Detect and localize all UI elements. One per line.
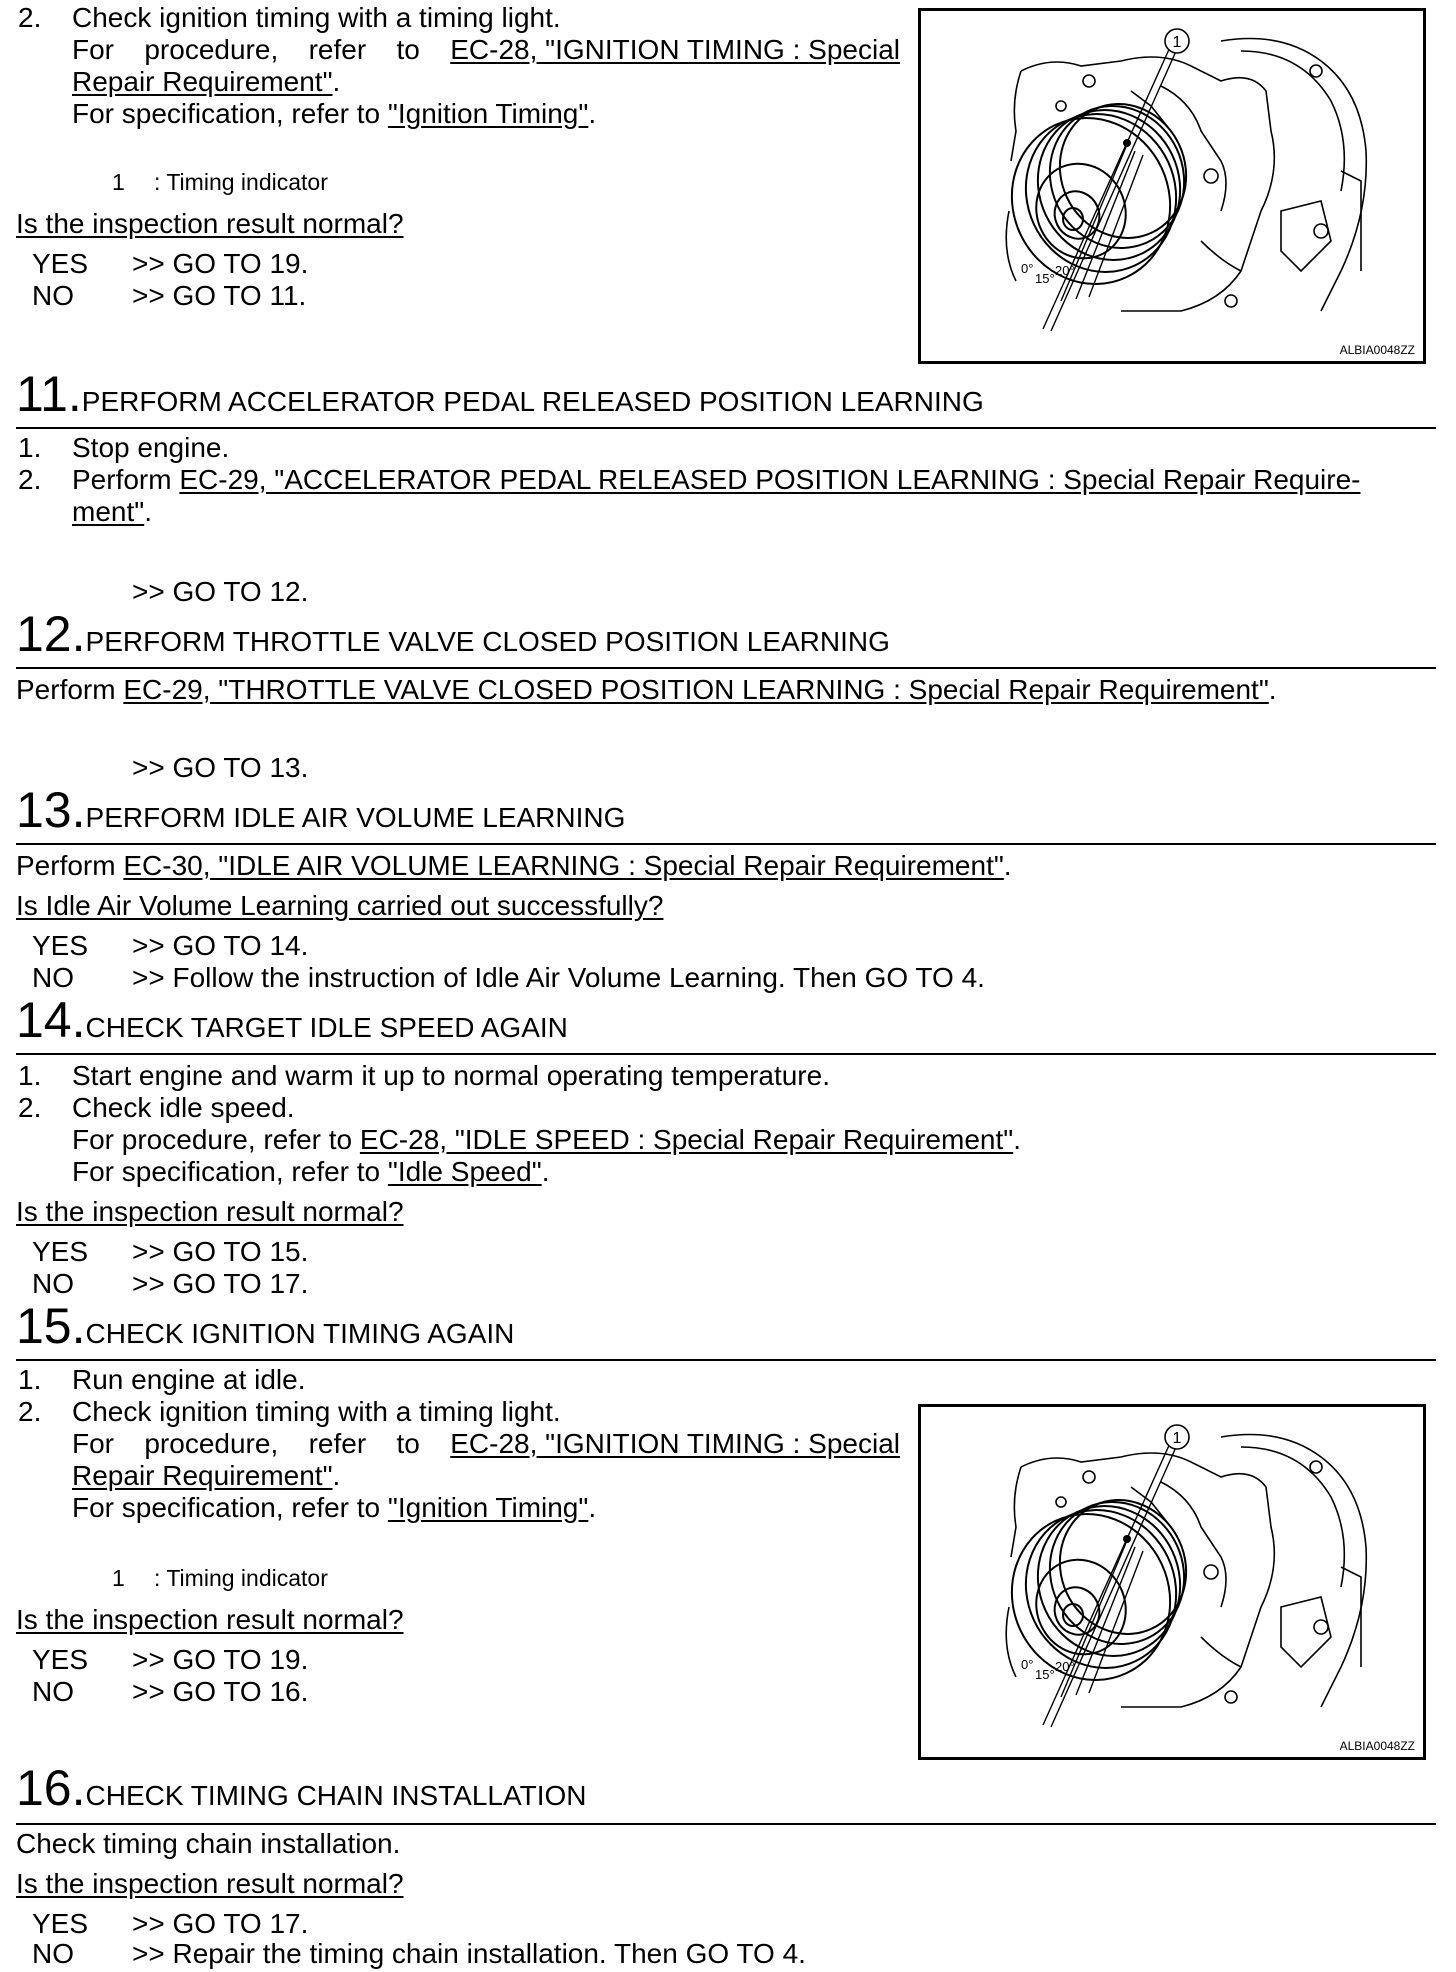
item-number: 2.	[18, 464, 42, 495]
perform-line: Perform EC-30, "IDLE AIR VOLUME LEARNING : Special Repair Requirement".	[16, 850, 1012, 881]
yes-label: YES	[32, 1644, 89, 1675]
no-label: NO	[32, 962, 74, 993]
section-divider	[16, 667, 1436, 669]
legend-text: : Timing indicator	[154, 1565, 328, 1591]
section-11-header	[16, 366, 984, 422]
no-label: NO	[32, 1268, 74, 1299]
inspection-question: Is the inspection result normal?	[16, 1604, 404, 1635]
item-text-cont: ment".	[72, 496, 152, 527]
section-title: PERFORM IDLE AIR VOLUME LEARNING	[85, 802, 626, 833]
perform-prefix: Perform	[72, 464, 180, 495]
procedure-link[interactable]: EC-28, "IGNITION TIMING : Special	[450, 34, 900, 65]
procedure-line	[72, 1428, 900, 1460]
procedure-link[interactable]: EC-28, "IGNITION TIMING : Special	[450, 1428, 900, 1459]
degree-15-label: 15°	[1035, 271, 1055, 286]
section-divider	[16, 1053, 1436, 1055]
word: to	[396, 1428, 420, 1459]
yes-label: YES	[32, 1236, 89, 1267]
specification-line: For specification, refer to "Idle Speed".	[72, 1156, 550, 1187]
figure-code: ALBIA0048ZZ	[1339, 343, 1415, 357]
yes-action: >> GO TO 19.	[132, 1644, 309, 1675]
goto-action: >> GO TO 12.	[132, 576, 309, 607]
section-title: CHECK TARGET IDLE SPEED AGAIN	[85, 1012, 568, 1043]
procedure-prefix: For procedure, refer to	[72, 1124, 360, 1155]
no-label: NO	[32, 280, 74, 311]
spec-prefix: For specification, refer to	[72, 1156, 388, 1187]
item-number: 1.	[18, 1060, 42, 1091]
no-label: NO	[32, 1938, 74, 1969]
specification-link[interactable]: "Ignition Timing"	[387, 98, 589, 129]
section-divider	[16, 427, 1436, 429]
section-divider	[16, 1823, 1436, 1825]
section-title: CHECK TIMING CHAIN INSTALLATION	[85, 1780, 587, 1811]
item-number: 1.	[18, 1364, 42, 1395]
procedure-link-cont[interactable]: Repair Requirement"	[72, 1460, 333, 1491]
word: refer	[308, 34, 367, 65]
spec-prefix: For specification, refer to	[72, 1492, 388, 1523]
degree-0-label: 0°	[1021, 261, 1034, 276]
check-text: Check timing chain installation.	[16, 1828, 401, 1859]
procedure-line: For procedure, refer to EC-28, "IDLE SPEED : Special Repair Requirement".	[72, 1124, 1021, 1155]
procedure-link-cont[interactable]: Repair Requirement"	[72, 66, 333, 97]
degree-20-label: 20°	[1055, 1659, 1075, 1674]
word: to	[396, 34, 420, 65]
timing-illustration	[918, 8, 1426, 364]
callout-number: 1	[1172, 34, 1182, 51]
word: refer	[308, 1428, 367, 1459]
throttle-learning-link[interactable]: EC-29, "THROTTLE VALVE CLOSED POSITION LEARNING : Special Repair Requirement"	[123, 674, 1269, 705]
timing-illustration	[918, 1404, 1426, 1760]
no-action: >> GO TO 11.	[132, 280, 307, 311]
degree-15-label: 15°	[1035, 1667, 1055, 1682]
engine-pulley-drawing	[921, 11, 1423, 361]
procedure-line-2: Repair Requirement".	[72, 1460, 341, 1491]
item-number: 2.	[18, 1396, 42, 1427]
callout-number: 1	[1172, 1430, 1182, 1447]
legend-number: 1	[112, 1565, 125, 1591]
word: procedure,	[144, 34, 279, 65]
inspection-question: Is Idle Air Volume Learning carried out successfully?	[16, 890, 664, 921]
perform-prefix: Perform	[16, 674, 124, 705]
section-divider	[16, 1359, 1436, 1361]
spec-prefix: For specification, refer to	[72, 98, 388, 129]
item-text: Check ignition timing with a timing light.	[72, 1396, 561, 1427]
section-number: 11.	[16, 366, 82, 422]
item-number: 2.	[18, 1092, 42, 1123]
section-divider	[16, 843, 1436, 845]
accelerator-learning-link-cont[interactable]: ment"	[72, 496, 145, 527]
idle-speed-spec-link[interactable]: "Idle Speed"	[387, 1156, 542, 1187]
step-text: Check ignition timing with a timing light.	[72, 2, 561, 33]
step-number: 2.	[18, 2, 42, 33]
section-16-header	[16, 1760, 587, 1816]
specification-link[interactable]: "Ignition Timing"	[387, 1492, 589, 1523]
degree-20-label: 20°	[1055, 263, 1075, 278]
idle-air-learning-link[interactable]: EC-30, "IDLE AIR VOLUME LEARNING : Special Repair Requirement"	[123, 850, 1004, 881]
section-14-header	[16, 992, 568, 1048]
yes-label: YES	[32, 930, 89, 961]
section-number: 15.	[16, 1298, 86, 1354]
procedure-line-2: Repair Requirement".	[72, 66, 341, 97]
item-text: Start engine and warm it up to normal operating temperature.	[72, 1060, 830, 1091]
section-12-header	[16, 606, 890, 662]
section-15-header	[16, 1298, 515, 1354]
section-title: CHECK IGNITION TIMING AGAIN	[85, 1318, 515, 1349]
legend-number: 1	[112, 169, 125, 195]
accelerator-learning-link[interactable]: EC-29, "ACCELERATOR PEDAL RELEASED POSITION LEARNING : Special Repair Require-	[179, 464, 1361, 495]
figure-code: ALBIA0048ZZ	[1339, 1739, 1415, 1753]
degree-0-label: 0°	[1021, 1657, 1034, 1672]
word: For	[72, 1428, 114, 1459]
section-number: 14.	[16, 992, 86, 1048]
item-text: Check idle speed.	[72, 1092, 295, 1123]
word: For	[72, 34, 114, 65]
perform-line: Perform EC-29, "THROTTLE VALVE CLOSED POSITION LEARNING : Special Repair Requirement".	[16, 674, 1277, 705]
no-label: NO	[32, 1676, 74, 1707]
word: procedure,	[144, 1428, 279, 1459]
no-action: >> GO TO 17.	[132, 1268, 309, 1299]
yes-action: >> GO TO 14.	[132, 930, 309, 961]
inspection-question: Is the inspection result normal?	[16, 1868, 404, 1899]
item-text: Run engine at idle.	[72, 1364, 306, 1395]
perform-prefix: Perform	[16, 850, 124, 881]
section-number: 16.	[16, 1760, 86, 1816]
section-title: PERFORM ACCELERATOR PEDAL RELEASED POSITION LEARNING	[81, 386, 984, 417]
section-13-header	[16, 782, 626, 838]
specification-line: For specification, refer to "Ignition Timing".	[72, 1492, 597, 1523]
section-number: 12.	[16, 606, 86, 662]
procedure-line	[72, 34, 900, 66]
no-action: >> Repair the timing chain installation. Then GO TO 4.	[132, 1938, 806, 1969]
item-text: Stop engine.	[72, 432, 230, 463]
yes-action: >> GO TO 19.	[132, 248, 309, 279]
section-number: 13.	[16, 782, 86, 838]
goto-action: >> GO TO 13.	[132, 752, 309, 783]
item-text	[72, 464, 1361, 496]
idle-speed-procedure-link[interactable]: EC-28, "IDLE SPEED : Special Repair Requirement"	[359, 1124, 1014, 1155]
inspection-question: Is the inspection result normal?	[16, 208, 404, 239]
specification-line: For specification, refer to "Ignition Timing".	[72, 98, 597, 129]
legend-text: : Timing indicator	[154, 169, 328, 195]
inspection-question: Is the inspection result normal?	[16, 1196, 404, 1227]
yes-label: YES	[32, 248, 89, 279]
yes-action: >> GO TO 15.	[132, 1236, 309, 1267]
engine-pulley-drawing	[921, 1407, 1423, 1757]
no-action: >> Follow the instruction of Idle Air Volume Learning. Then GO TO 4.	[132, 962, 985, 993]
section-title: PERFORM THROTTLE VALVE CLOSED POSITION LEARNING	[85, 626, 890, 657]
yes-label: YES	[32, 1908, 89, 1939]
no-action: >> GO TO 16.	[132, 1676, 309, 1707]
item-number: 1.	[18, 432, 42, 463]
yes-action: >> GO TO 17.	[132, 1908, 309, 1939]
